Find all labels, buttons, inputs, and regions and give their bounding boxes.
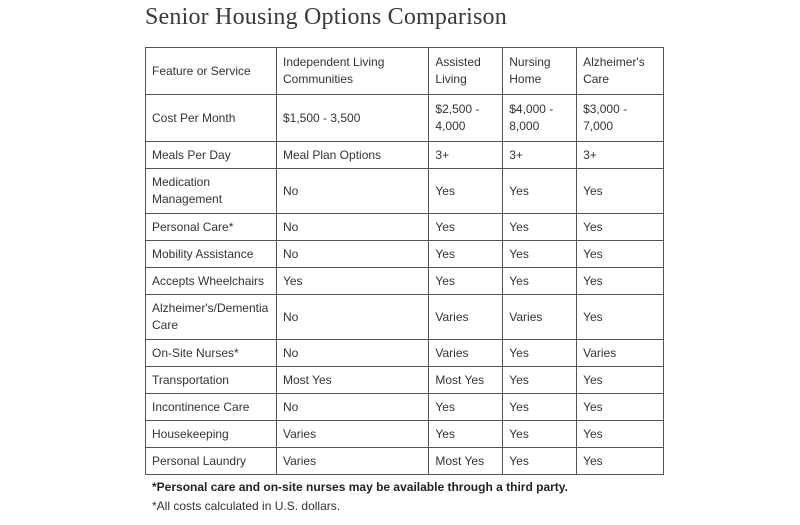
- header-cell: Independent Living Communities: [276, 48, 428, 95]
- table-cell: Yes: [503, 340, 577, 367]
- table-cell: No: [276, 394, 428, 421]
- table-cell: Cost Per Month: [146, 95, 277, 142]
- header-cell: Nursing Home: [503, 48, 577, 95]
- table-cell: No: [276, 214, 428, 241]
- table-cell: Varies: [503, 295, 577, 340]
- table-row: [146, 340, 664, 367]
- table-cell: No: [276, 295, 428, 340]
- table-cell: No: [276, 340, 428, 367]
- table-cell: Personal Laundry: [146, 448, 277, 475]
- table-cell: Yes: [503, 214, 577, 241]
- table-cell: On-Site Nurses*: [146, 340, 277, 367]
- table-cell: Mobility Assistance: [146, 241, 277, 268]
- table-cell: Yes: [503, 448, 577, 475]
- table-cell: Yes: [429, 241, 503, 268]
- table-row: [146, 421, 664, 448]
- table-cell: Yes: [429, 214, 503, 241]
- table-cell: Yes: [429, 268, 503, 295]
- table-cell: Varies: [429, 340, 503, 367]
- table-row: [146, 169, 664, 214]
- table-cell: Most Yes: [429, 448, 503, 475]
- table-cell: $2,500 - 4,000: [429, 95, 503, 142]
- table-cell: Yes: [577, 214, 664, 241]
- table-cell: Most Yes: [429, 367, 503, 394]
- table-cell: Personal Care*: [146, 214, 277, 241]
- table-row: [146, 367, 664, 394]
- table-cell: Yes: [577, 268, 664, 295]
- table-cell: Yes: [577, 241, 664, 268]
- footnotes: [152, 478, 568, 516]
- table-row: [146, 268, 664, 295]
- table-cell: Yes: [429, 394, 503, 421]
- table-cell: Yes: [503, 268, 577, 295]
- table-cell: Meals Per Day: [146, 142, 277, 169]
- table-row: [146, 95, 664, 142]
- table-cell: Alzheimer's/Dementia Care: [146, 295, 277, 340]
- table-cell: Accepts Wheelchairs: [146, 268, 277, 295]
- table-row: [146, 142, 664, 169]
- table-cell: No: [276, 241, 428, 268]
- table-cell: Varies: [577, 340, 664, 367]
- table-row: [146, 394, 664, 421]
- table-cell: Transportation: [146, 367, 277, 394]
- table-cell: Yes: [577, 169, 664, 214]
- table-cell: Varies: [276, 421, 428, 448]
- header-row: [146, 48, 664, 95]
- page-title: Senior Housing Options Comparison: [145, 4, 507, 30]
- table-row: [146, 448, 664, 475]
- table-cell: Yes: [276, 268, 428, 295]
- table-cell: Meal Plan Options: [276, 142, 428, 169]
- footnote-third-party: *Personal care and on-site nurses may be available through a third party.: [152, 480, 568, 494]
- table-cell: Yes: [503, 169, 577, 214]
- table-cell: Yes: [503, 241, 577, 268]
- table-cell: Varies: [276, 448, 428, 475]
- table-cell: 3+: [577, 142, 664, 169]
- table-row: [146, 295, 664, 340]
- table-cell: Yes: [429, 169, 503, 214]
- comparison-table: [145, 47, 664, 475]
- table-cell: Yes: [503, 394, 577, 421]
- table-cell: $4,000 - 8,000: [503, 95, 577, 142]
- table-cell: Medication Management: [146, 169, 277, 214]
- table-cell: Yes: [429, 421, 503, 448]
- header-cell: Assisted Living: [429, 48, 503, 95]
- table-cell: Yes: [577, 367, 664, 394]
- table-cell: No: [276, 169, 428, 214]
- header-cell: Feature or Service: [146, 48, 277, 95]
- table-cell: $3,000 - 7,000: [577, 95, 664, 142]
- table-cell: Yes: [577, 448, 664, 475]
- table-cell: 3+: [429, 142, 503, 169]
- table-cell: Yes: [503, 367, 577, 394]
- table-cell: Most Yes: [276, 367, 428, 394]
- table-row: [146, 214, 664, 241]
- table-cell: Yes: [503, 421, 577, 448]
- table-cell: 3+: [503, 142, 577, 169]
- footnote-currency: *All costs calculated in U.S. dollars.: [152, 499, 341, 513]
- table-cell: Incontinence Care: [146, 394, 277, 421]
- table-cell: Yes: [577, 421, 664, 448]
- table-row: [146, 241, 664, 268]
- table-cell: Housekeeping: [146, 421, 277, 448]
- table-cell: Yes: [577, 295, 664, 340]
- table-cell: $1,500 - 3,500: [276, 95, 428, 142]
- table-cell: Yes: [577, 394, 664, 421]
- table-cell: Varies: [429, 295, 503, 340]
- header-cell: Alzheimer's Care: [577, 48, 664, 95]
